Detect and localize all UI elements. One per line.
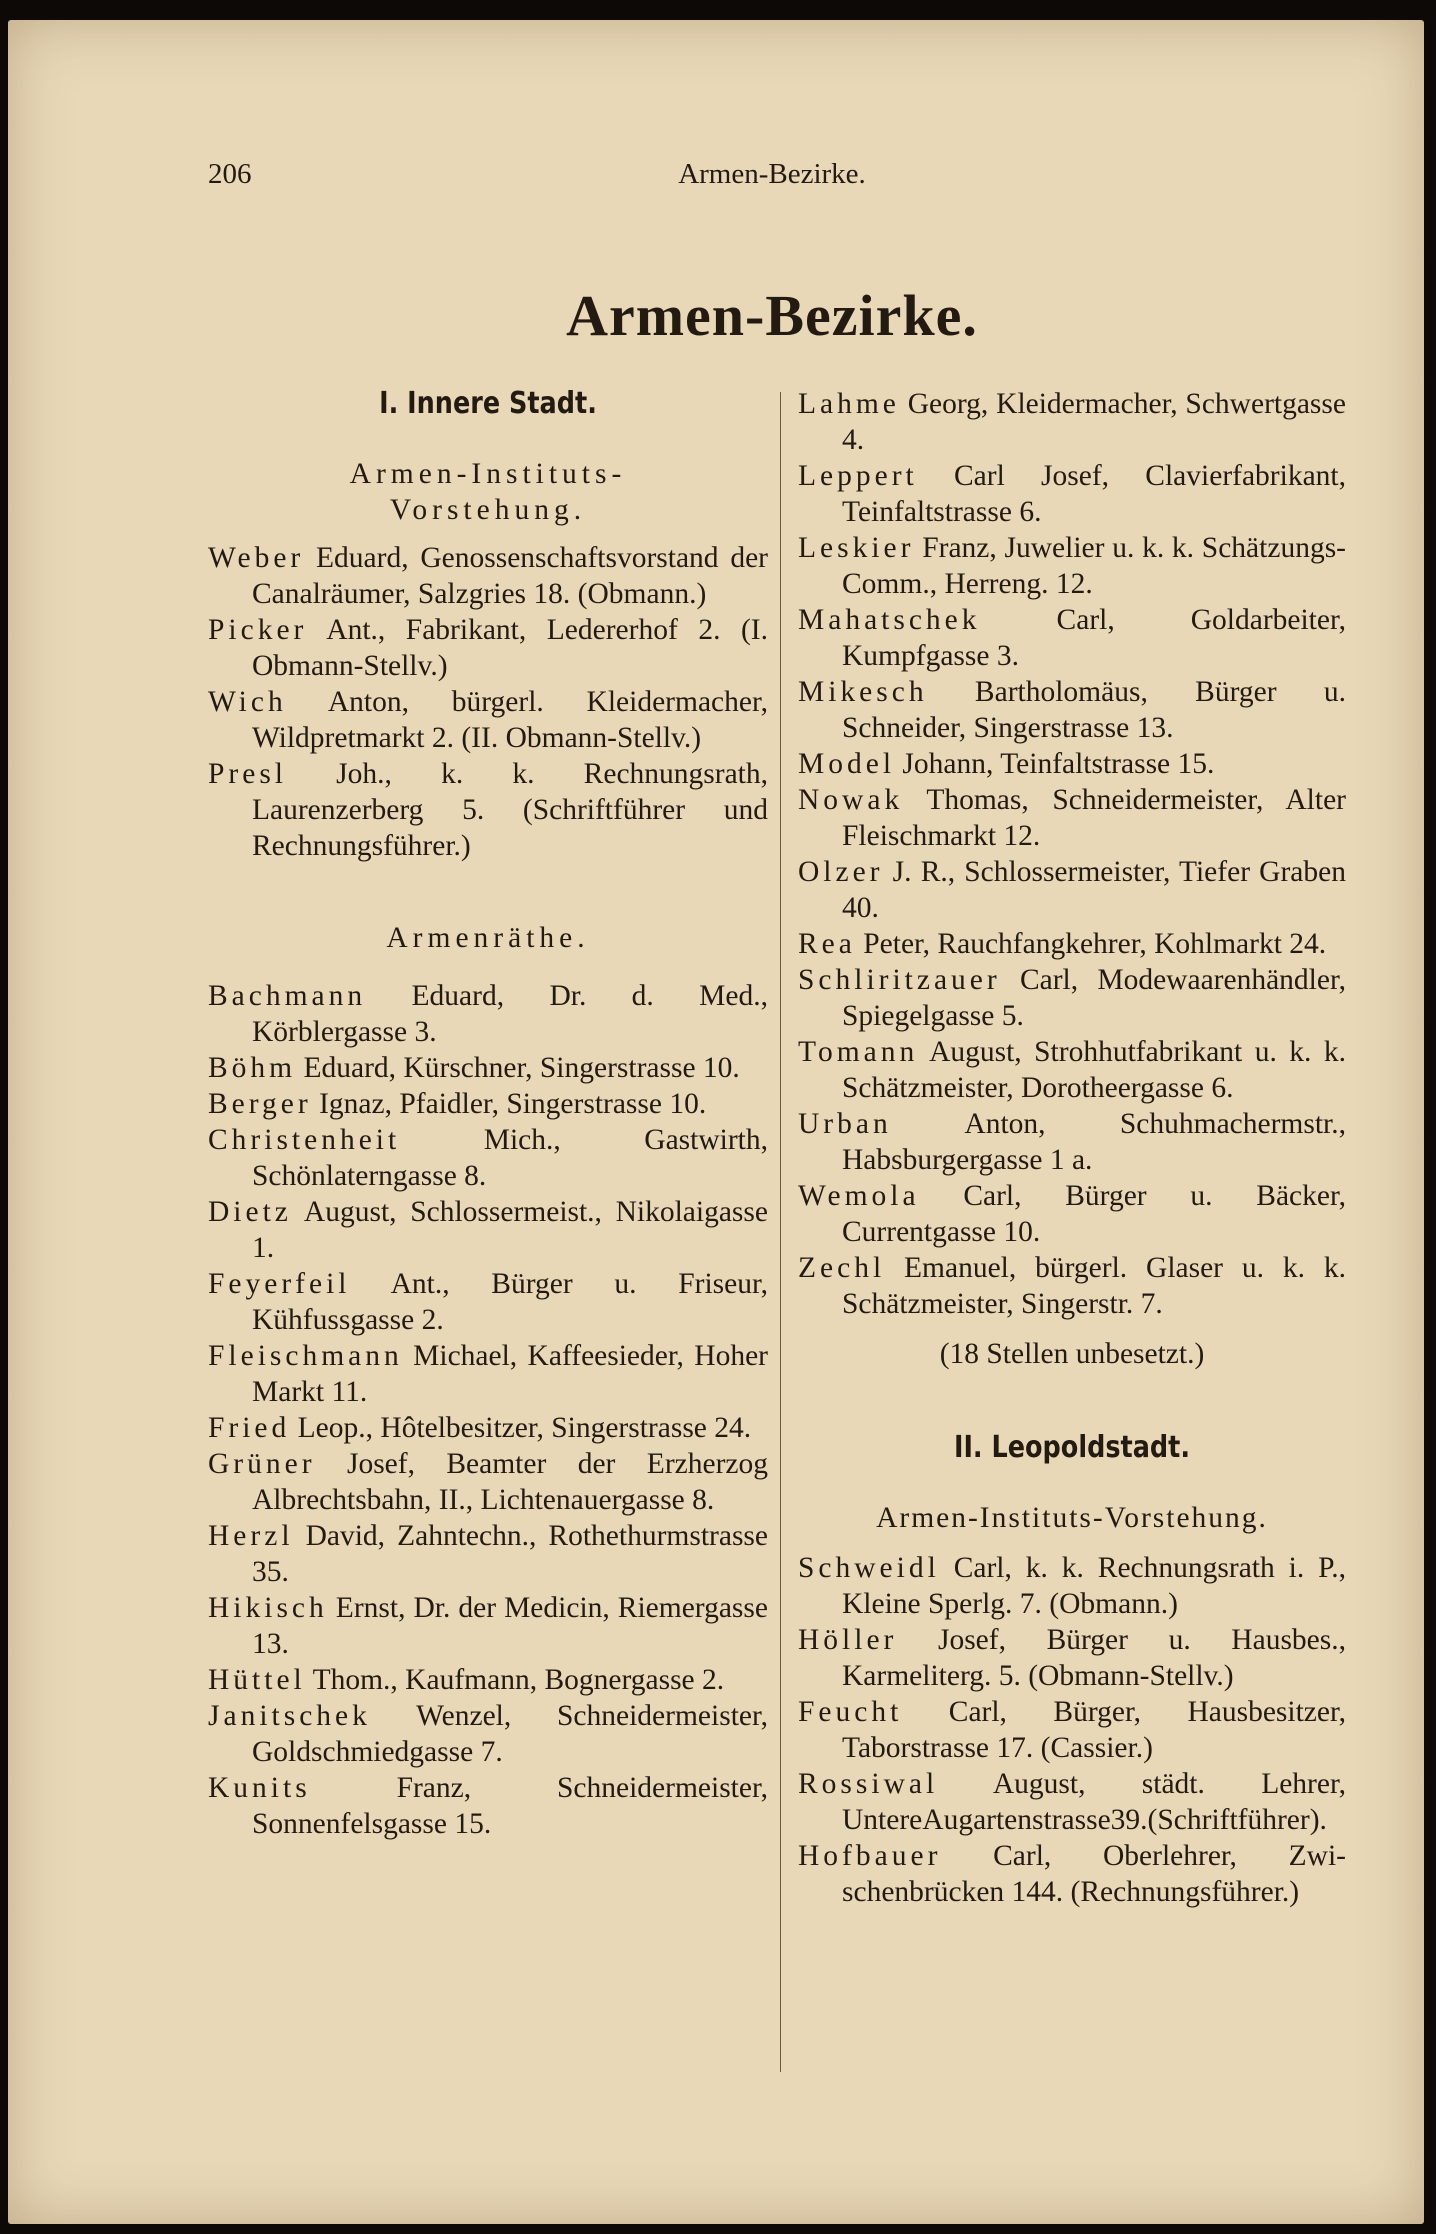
list-item: Fried Leop., Hôtelbesitzer, Singerstrasse 24. (208, 1412, 752, 1444)
list-item: Lahme Georg, Kleidermacher, Schwertgasse 4. (798, 388, 1346, 456)
list-item: Feucht Carl, Bürger, Hausbesitzer, Taborstrasse 17. (Cassier.) (798, 1696, 1346, 1764)
list-item: Wich Anton, bürgerl. Kleidermacher, Wildpretmarkt 2. (II. Obmann-Stellv.) (208, 686, 768, 754)
list-item: Bachmann Eduard, Dr. d. Med., Körblergasse 3. (208, 980, 768, 1048)
section-heading: Vorstehung. (389, 494, 587, 526)
page-title: Armen-Bezirke. (566, 283, 978, 348)
list-item: Schliritzauer Carl, Modewaarenhändler, Spiegelgasse 5. (798, 964, 1346, 1032)
vacancy-note: (18 Stellen unbesetzt.) (939, 1338, 1205, 1370)
section-heading: Armen-Instituts- (349, 458, 627, 490)
list-item: Picker Ant., Fabrikant, Ledererhof 2. (I. Obmann-Stellv.) (208, 614, 768, 682)
list-item: Hikisch Ernst, Dr. der Medicin, Riemergasse 13. (208, 1592, 768, 1660)
list-item: Rossiwal August, städt. Lehrer, UntereAugartenstrasse39.(Schriftführer). (798, 1768, 1346, 1836)
section-heading: Armenräthe. (386, 922, 590, 954)
page-number: 206 (208, 158, 252, 190)
list-item: Grüner Josef, Beamter der Erzherzog Albrechtsbahn, II., Lichtenauergasse 8. (208, 1448, 768, 1516)
district-heading: II. Leopoldstadt. (953, 1430, 1191, 1465)
list-item: Nowak Thomas, Schneidermeister, Alter Fleischmarkt 12. (798, 784, 1346, 852)
list-item: Zechl Emanuel, bürgerl. Glaser u. k. k. Schätzmeister, Singerstr. 7. (798, 1252, 1346, 1320)
list-item: Leskier Franz, Juwelier u. k. k. Schätzungs-Comm., Herreng. 12. (798, 532, 1346, 600)
list-item: Hüttel Thom., Kaufmann, Bognergasse 2. (208, 1664, 725, 1696)
list-item: Christenheit Mich., Gastwirth, Schönlaterngasse 8. (208, 1124, 768, 1192)
book-page (8, 20, 1424, 2224)
list-item: Rea Peter, Rauchfangkehrer, Kohlmarkt 24. (798, 928, 1327, 960)
list-item: Mikesch Bartholomäus, Bürger u. Schneider, Singerstrasse 13. (798, 676, 1346, 744)
list-item: Mahatschek Carl, Goldarbeiter, Kumpfgasse 3. (798, 604, 1346, 672)
list-item: Böhm Eduard, Kürschner, Singerstrasse 10. (208, 1052, 740, 1084)
list-item: Janitschek Wenzel, Schneidermeister, Goldschmiedgasse 7. (208, 1700, 768, 1768)
left-column (208, 386, 768, 1842)
running-head: Armen-Bezirke. (678, 158, 866, 190)
list-item: Berger Ignaz, Pfaidler, Singerstrasse 10. (208, 1088, 707, 1120)
list-item: Tomann August, Strohhutfabrikant u. k. k. Schätzmeister, Dorotheergasse 6. (798, 1036, 1346, 1104)
list-item: Leppert Carl Josef, Clavierfabrikant, Teinfaltstrasse 6. (798, 460, 1346, 528)
list-item: Kunits Franz, Schneidermeister, Sonnenfelsgasse 15. (208, 1772, 768, 1840)
list-item: Presl Joh., k. k. Rechnungsrath, Laurenzerberg 5. (Schriftführer und Rechnungsführer.) (208, 758, 768, 862)
list-item: Urban Anton, Schuhmachermstr., Habsburgergasse 1 a. (798, 1108, 1346, 1176)
list-item: Dietz August, Schlossermeist., Nikolaigasse 1. (208, 1196, 768, 1264)
list-item: Höller Josef, Bürger u. Hausbes., Karmeliterg. 5. (Obmann-Stellv.) (798, 1624, 1346, 1692)
page-header (208, 158, 1336, 202)
list-item: Schweidl Carl, k. k. Rechnungsrath i. P., Kleine Sperlg. 7. (Obmann.) (798, 1552, 1346, 1620)
list-item: Herzl David, Zahntechn., Rothethurmstrasse 35. (208, 1520, 768, 1588)
list-item: Feyerfeil Ant., Bürger u. Friseur, Kühfussgasse 2. (208, 1268, 768, 1336)
district-heading: I. Innere Stadt. (379, 386, 597, 421)
list-item: Olzer J. R., Schlossermeister, Tiefer Graben 40. (798, 856, 1346, 924)
right-column (798, 386, 1346, 1910)
section-heading: Armen-Instituts-Vorstehung. (876, 1502, 1268, 1534)
list-item: Model Johann, Teinfaltstrasse 15. (798, 748, 1215, 780)
list-item: Hofbauer Carl, Oberlehrer, Zwischenbrücken 144. (Rechnungsführer.) (798, 1840, 1346, 1908)
column-divider (780, 392, 781, 2072)
list-item: Weber Eduard, Genossenschaftsvorstand der Canalräumer, Salzgries 18. (Obmann.) (208, 542, 768, 610)
list-item: Fleischmann Michael, Kaffeesieder, Hoher Markt 11. (208, 1340, 768, 1408)
list-item: Wemola Carl, Bürger u. Bäcker, Currentgasse 10. (798, 1180, 1346, 1248)
